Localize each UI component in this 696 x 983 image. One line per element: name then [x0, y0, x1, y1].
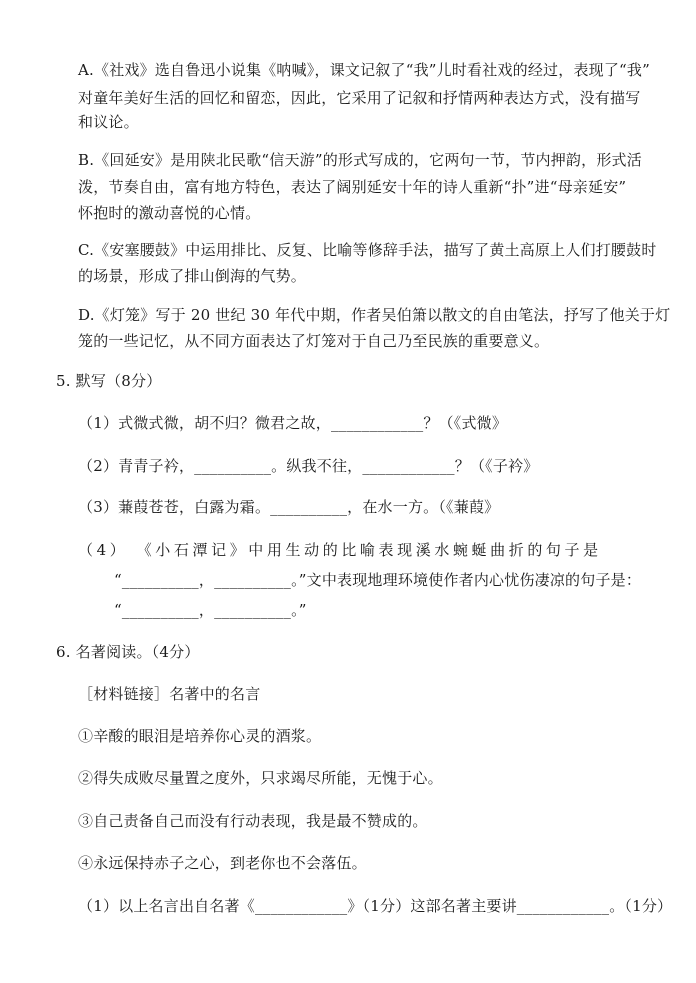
- option-a-line-1: A.《社戏》选自鲁迅小说集《呐喊》，课文记叙了“我”儿时看社戏的经过，表现了“我”: [78, 61, 650, 79]
- option-a-line-3: 和议论。: [78, 113, 139, 131]
- option-b-line-3: 怀抱时的激动喜悦的心情。: [78, 204, 261, 222]
- option-d-line-2: 笼的一些记忆，从不同方面表达了灯笼对于自己乃至民族的重要意义。: [78, 332, 550, 350]
- q5-item-4-line-2: “__________，__________。”文中表现地理环境使作者内心忧伤凄凉的句子是：: [114, 571, 642, 589]
- question-6-title: 6. 名著阅读。（4分）: [56, 643, 200, 661]
- option-c-line-2: 的场景，形成了排山倒海的气势。: [78, 267, 307, 285]
- q5-item-4-line-1: （4） 《小石潭记》中用生动的比喻表现溪水蜿蜒曲折的句子是: [78, 541, 602, 559]
- option-b-line-2: 泼，节奏自由，富有地方特色，表达了阔别延安十年的诗人重新“扑”进“母亲延安”: [78, 178, 627, 196]
- question-5-title: 5. 默写（8分）: [56, 372, 162, 390]
- quote-4: ④永远保持赤子之心，到老你也不会落伍。: [78, 854, 367, 872]
- option-d-line-1: D.《灯笼》写于 20 世纪 30 年代中期，作者吴伯箫以散文的自由笔法，抒写了他关于灯: [78, 306, 671, 324]
- option-a-line-2: 对童年美好生活的回忆和留恋，因此，它采用了记叙和抒情两种表达方式，没有描写: [78, 89, 641, 107]
- q5-item-3: （3）蒹葭苍苍，白露为霜。__________，在水一方。（《蒹葭》: [78, 498, 500, 516]
- material-link-heading: ［材料链接］名著中的名言: [78, 685, 261, 703]
- q5-item-4-line-3: “__________，__________。”: [114, 601, 307, 619]
- quote-1: ①辛酸的眼泪是培养你心灵的酒浆。: [78, 727, 322, 745]
- q5-item-2: （2）青青子衿，__________。纵我不往，____________？（《子衿》: [78, 457, 539, 475]
- option-b-line-1: B.《回延安》是用陕北民歌“信天游”的形式写成的，它两句一节，节内押韵，形式活: [78, 151, 642, 169]
- q5-item-1: （1）式微式微，胡不归？微君之故，____________？（《式微》: [78, 414, 508, 432]
- option-c-line-1: C.《安塞腰鼓》中运用排比、反复、比喻等修辞手法，描写了黄土高原上人们打腰鼓时: [78, 241, 657, 259]
- quote-2: ②得失成败尽量置之度外，只求竭尽所能，无愧于心。: [78, 769, 443, 787]
- quote-3: ③自己责备自己而没有行动表现，我是最不赞成的。: [78, 812, 428, 830]
- q6-sub-1: （1）以上名言出自名著《____________》（1分）这部名著主要讲____________。（1分）: [78, 897, 673, 915]
